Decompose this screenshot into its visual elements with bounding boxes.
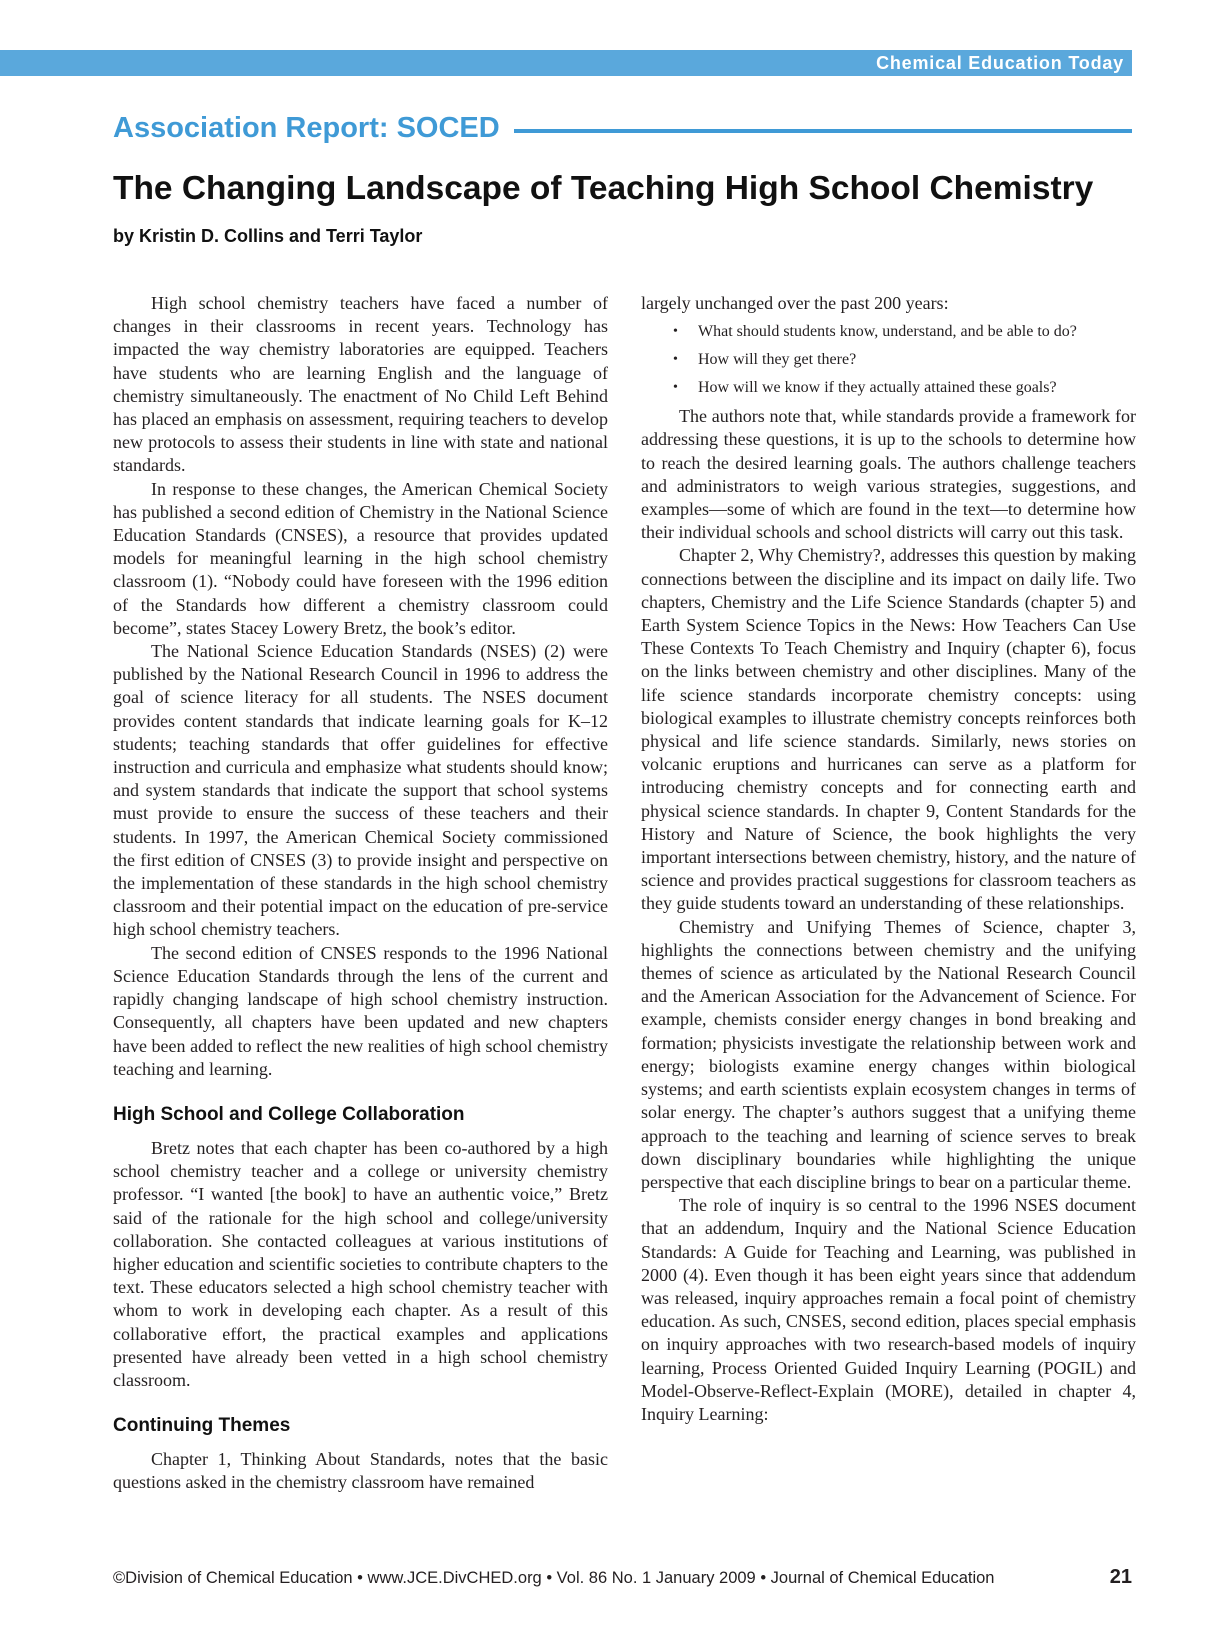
bullet-icon: • (673, 352, 678, 368)
paragraph: Bretz notes that each chapter has been co-authored by a high school chemistry teacher and a college or university chemistry professor. “I wanted [the book] to have an authentic voice,” Bretz said of the rationale for the high school and college/university collaboration. She contacted colleagues at various institutions of higher education and scientific societies to contribute chapters to the text. These educators selected a high school chemistry teacher with whom to work in developing each chapter. As a result of this collaborative effort, the practical examples and applications presented have already been vetted in a high school chemistry classroom. (113, 1137, 608, 1390)
page-number: 21 (1109, 1566, 1132, 1588)
footer-citation: ©Division of Chemical Education • www.JCE.DivCHED.org • Vol. 86 No. 1 January 2009 • Journal of Chemical Education (113, 1569, 995, 1587)
paragraph: The authors note that, while standards provide a framework for addressing these questions, it is up to the schools to determine how to reach the desired learning goals. The authors challenge teachers and administrators to weigh various strategies, suggestions, and examples—some of which are found in the text—to determine how their individual schools and school districts will carry out this task. (641, 406, 1136, 543)
question-list (641, 321, 1136, 398)
paragraph-continuation: largely unchanged over the past 200 years: (641, 293, 949, 313)
section-rule (514, 129, 1132, 133)
paragraph: The second edition of CNSES responds to the 1996 National Science Education Standards through the lens of the current and rapidly changing landscape of high school chemistry instruction. Consequently, all chapters have been updated and new chapters have been added to reflect the new realities of high school chemistry teaching and learning. (113, 942, 608, 1079)
paragraph: The National Science Education Standards (NSES) (2) were published by the National Research Council in 1996 to address the goal of science literacy for all students. The NSES document provides content standards that indicate learning goals for K–12 students; teaching standards that offer guidelines for effective instruction and curricula and emphasize what students should know; and system standards that indicate the support that school systems must provide to ensure the success of these teachers and their students. In 1997, the American Chemical Society commissioned the first edition of CNSES (3) to provide insight and perspective on the implementation of these standards in the high school chemistry classroom and their potential impact on the education of pre-service high school chemistry teachers. (113, 641, 608, 940)
right-column (641, 292, 1136, 1426)
list-item (641, 321, 1136, 342)
byline: by Kristin D. Collins and Terri Taylor (113, 226, 423, 246)
left-column (113, 292, 608, 1495)
list-item (641, 377, 1136, 398)
paragraph: Chapter 1, Thinking About Standards, notes that the basic questions asked in the chemistry classroom have remained (113, 1449, 608, 1493)
paragraph: Chapter 2, Why Chemistry?, addresses this question by making connections between the discipline and its impact on daily life. Two chapters, Chemistry and the Life Science Standards (chapter 5) and Earth System Science Topics in the News: How Teachers Can Use These Contexts To Teach Chemistry and Inquiry (chapter 6), focus on the links between chemistry and other disciplines. Many of the life science standards incorporate chemistry concepts: using biological examples to illustrate chemistry concepts reinforces both physical and life science standards. Similarly, news stories on volcanic eruptions and hurricanes can serve as a platform for introducing chemistry concepts and for connecting earth and physical science standards. In chapter 9, Content Standards for the History and Nature of Science, the book highlights the very important intersections between chemistry, history, and the nature of science and provides practical suggestions for classroom teachers as they guide students toward an understanding of these relationships. (641, 545, 1136, 914)
page-footer (113, 1566, 1132, 1589)
paragraph: High school chemistry teachers have faced a number of changes in their classrooms in recent years. Technology has impacted the way chemistry laboratories are equipped. Teachers have students who are learning English and the language of chemistry simultaneously. The enactment of No Child Left Behind has placed an emphasis on assessment, requiring teachers to develop new protocols to assess their students in line with state and national standards. (113, 293, 608, 476)
paragraph: Chemistry and Unifying Themes of Science, chapter 3, highlights the connections between chemistry and the unifying themes of science as articulated by the National Research Council and the American Association for the Advancement of Science. For example, chemists consider energy changes in bond breaking and formation; physicists investigate the relationship between work and energy; biologists examine energy changes within biological systems; and earth scientists explain ecosystem changes in terms of solar energy. The chapter’s authors suggest that a unifying theme approach to the teaching and learning of science serves to break down disciplinary boundaries while highlighting the unique perspective that each discipline brings to bear on a particular theme. (641, 916, 1136, 1192)
paragraph: The role of inquiry is so central to the 1996 NSES document that an addendum, Inquiry and the National Science Education Standards: A Guide for Teaching and Learning, was published in 2000 (4). Even though it has been eight years since that addendum was released, inquiry approaches remain a focal point of chemistry education. As such, CNSES, second edition, places special emphasis on inquiry approaches with two research-based models of inquiry learning, Process Oriented Guided Inquiry Learning (POGIL) and Model-Observe-Reflect-Explain (MORE), detailed in chapter 4, Inquiry Learning: (641, 1195, 1136, 1424)
journal-section-label: Chemical Education Today (876, 53, 1124, 73)
section-heading-row (113, 108, 1132, 148)
subheading-continuing-themes: Continuing Themes (113, 1415, 291, 1437)
bullet-icon: • (673, 324, 678, 340)
list-item (641, 349, 1136, 370)
list-item-text: What should students know, understand, and be able to do? (698, 323, 1077, 341)
section-label: Association Report: SOCED (113, 111, 500, 144)
list-item-text: How will we know if they actually attained these goals? (698, 379, 1057, 397)
journal-header-bar (0, 50, 1132, 76)
list-item-text: How will they get there? (698, 351, 857, 369)
subheading-collaboration: High School and College Collaboration (113, 1103, 465, 1125)
bullet-icon: • (673, 380, 678, 396)
paragraph: In response to these changes, the American Chemical Society has published a second edition of Chemistry in the National Science Education Standards (CNSES), a resource that provides updated models for meaningful learning in the high school chemistry classroom (1). “Nobody could have foreseen with the 1996 edition of the Standards how different a chemistry classroom could become”, states Stacey Lowery Bretz, the book’s editor. (113, 478, 608, 638)
article-title: The Changing Landscape of Teaching High School Chemistry (113, 170, 1094, 207)
